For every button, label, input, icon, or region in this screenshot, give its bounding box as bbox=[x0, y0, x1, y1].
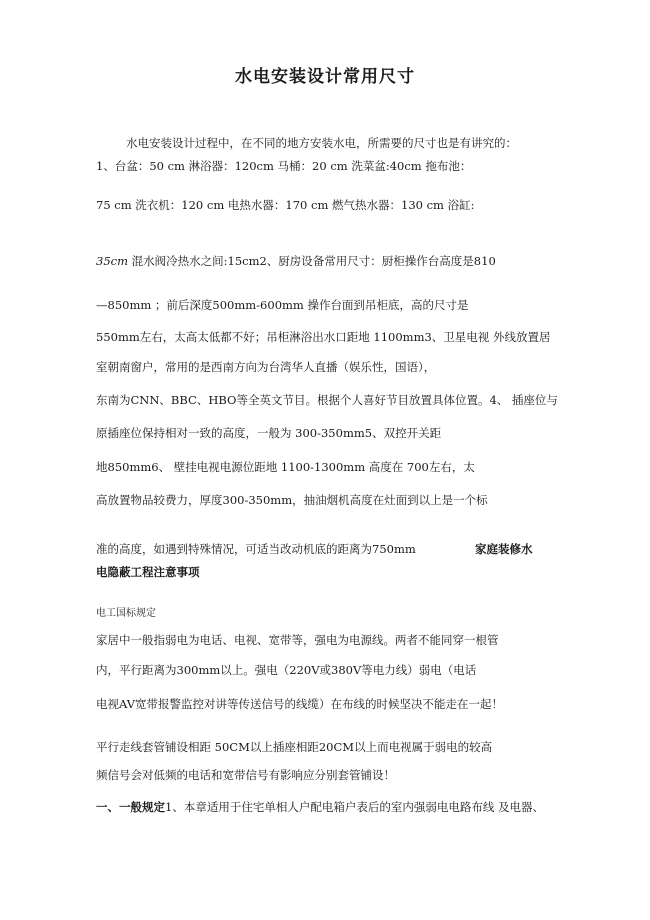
text-line: 75 cm 洗衣机：120 cm 电热水器：170 cm 燃气热水器：130 cm 浴缸: bbox=[96, 198, 475, 212]
text-line: 原插座位保持相对一致的高度，一般为 300-350mm5、双控开关距 bbox=[96, 426, 442, 440]
text-span: 1、本章适用于住宅单相人户配电箱户表后的室内强弱电电路布线 及电器、 bbox=[165, 800, 544, 814]
page-title: 水电安装设计常用尺寸 bbox=[235, 67, 415, 87]
section-heading-start: 家庭装修水 bbox=[475, 542, 533, 556]
text-line: 内，平行距离为300mm以上。强电（220V或380V等电力线）弱电（电话 bbox=[96, 663, 477, 677]
text-line: 频信号会对低频的电话和宽带信号有影响应分别套管铺设！ bbox=[96, 768, 395, 782]
text-line: 东南为CNN、BBC、HBO等全英文节目。根据个人喜好节目放置具体位置。4、 插座位与 bbox=[96, 393, 558, 407]
text-line: 室朝南窗户，常用的是西南方向为台湾华人直播（娱乐性，国语）， bbox=[96, 360, 436, 374]
text-span: 混水阀冷热水之间:15cm2、厨房设备常用尺寸：厨柜操作台高度是810 bbox=[131, 254, 496, 268]
text-line: 地850mm6、 壁挂电视电源位距地 1100-1300mm 高度在 700左右，太 bbox=[96, 460, 475, 474]
text-line bbox=[96, 799, 544, 815]
text-line: 家居中一般指弱电为电话、电视、宽带等，强电为电源线。两者不能同穿一根管 bbox=[96, 633, 499, 647]
text-line: 1、台盆：50 cm 淋浴器：120cm 马桶：20 cm 洗菜盆:40cm 拖布池： bbox=[96, 159, 472, 173]
section-heading: 电隐蔽工程注意事项 bbox=[96, 565, 200, 579]
text-line: 平行走线套管铺设相距 50CM以上插座相距20CM以上而电视属于弱电的较高 bbox=[96, 740, 493, 754]
text-line: 电视AV宽带报警监控对讲等传送信号的线缆）在布线的时候坚决不能走在一起！ bbox=[96, 697, 504, 711]
text-line bbox=[96, 253, 496, 269]
section-heading: 一、一般规定 bbox=[96, 800, 165, 814]
text-span: 准的高度，如遇到特殊情况，可适当改动机底的距离为750mm bbox=[96, 542, 416, 556]
text-line: 550mm左右，太高太低都不好；吊柜淋浴出水口距地 1100mm3、卫星电视 外线放置居 bbox=[96, 330, 551, 344]
intro-paragraph: 水电安装设计过程中，在不同的地方安装水电，所需要的尺寸也是有讲究的： bbox=[126, 136, 517, 150]
text-line: —850mm ；前后深度500mm-600mm 操作台面到吊柜底，高的尺寸是 bbox=[96, 298, 469, 312]
italic-measure: 35cm bbox=[96, 254, 128, 268]
text-line: 高放置物品较费力，厚度300-350mm，抽油烟机高度在灶面到以上是一个标 bbox=[96, 493, 488, 507]
text-line bbox=[96, 541, 416, 557]
subheading: 电工国标规定 bbox=[96, 608, 156, 619]
